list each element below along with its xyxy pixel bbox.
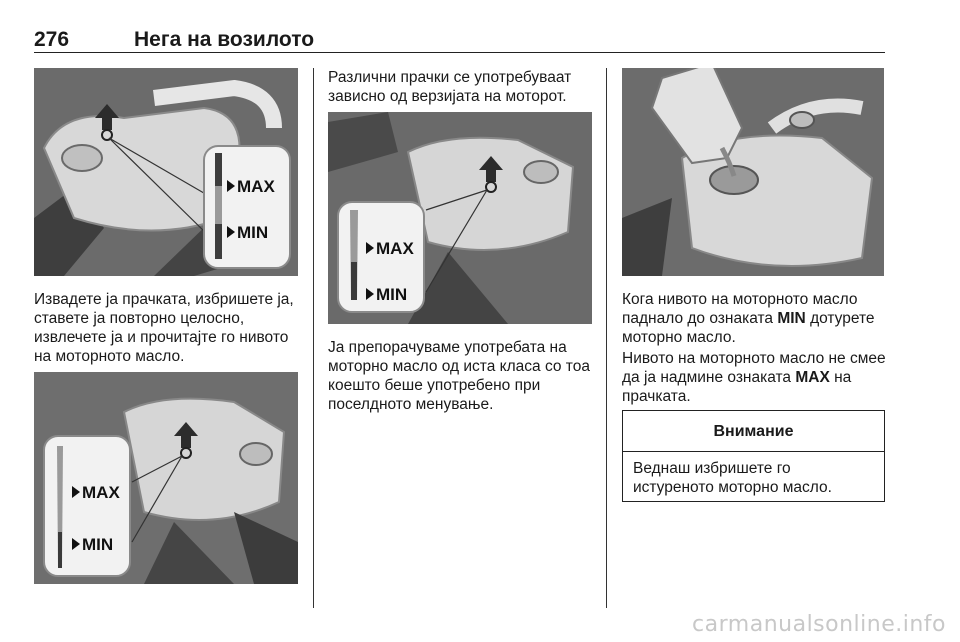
engine-dipstick-figure-alt <box>34 372 298 584</box>
dipstick-variants-note: Различни прачки се употребуваат зависно од верзијата на моторот. <box>328 69 572 105</box>
chapter-title: Нега на возилото <box>134 28 315 51</box>
column-divider <box>606 68 607 608</box>
engine-dipstick-figure <box>34 68 298 276</box>
max-mark-label: MAX <box>82 483 120 502</box>
min-mark-label: MIN <box>376 285 408 304</box>
oil-grade-recommendation: Ја препорачуваме употребата на моторно масло од иста класа со тоа коешто беше употребено при поселдното менување. <box>328 339 590 413</box>
max-mark-label: MAX <box>376 239 414 258</box>
low-oil-instruction: Кога нивото на моторното масло паднало до ознаката MIN дотурете моторно масло. <box>622 291 875 346</box>
max-mark-label: MAX <box>237 177 275 196</box>
watermark: carmanualsonline.info <box>692 612 946 637</box>
engine-dipstick-figure-variant <box>328 112 592 324</box>
min-mark-label: MIN <box>237 223 269 242</box>
page-number: 276 <box>34 28 70 51</box>
caution-title: Внимание <box>623 411 884 452</box>
min-mark-label: MIN <box>82 535 114 554</box>
caution-box <box>622 410 885 502</box>
oil-filling-figure <box>622 68 884 276</box>
page-header <box>34 24 885 53</box>
caution-text: Веднаш избришете го истуреното моторно масло. <box>633 460 832 496</box>
max-level-warning: Нивото на моторното масло не смее да ја надмине ознаката MAX на прачката. <box>622 350 886 405</box>
column-divider <box>313 68 314 608</box>
dipstick-instruction: Извадете ја прачката, избришете ја, ставете ја повторно целосно, извлечете ја и прочитајте го нивото на моторното масло. <box>34 291 294 365</box>
